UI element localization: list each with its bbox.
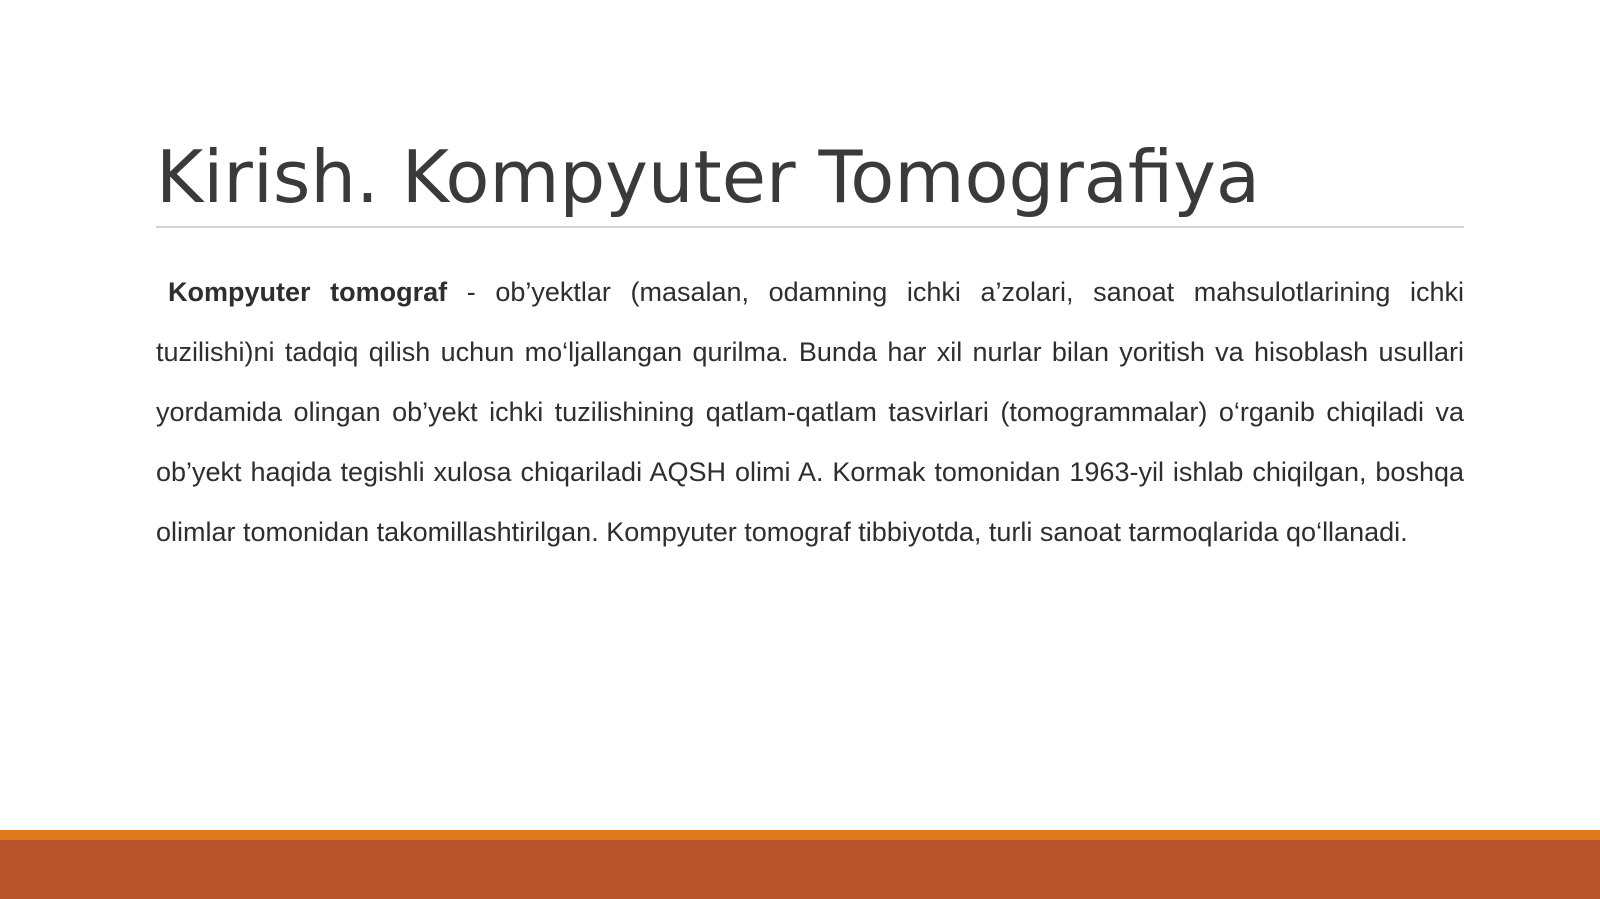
footer-bar [0,830,1600,899]
slide-title: Kirish. Kompyuter Tomografiya [156,135,1261,219]
slide-body-paragraph [156,262,1464,562]
title-divider [156,226,1464,228]
definition-text: - ob’yektlar (masalan, odamning ichki a’zolari, sanoat mahsulotlarining ichki tuzilishi)ni tadqiq qilish uchun mo‘ljallangan qurilma. Bunda har xil nurlar bilan yoritish va hisoblash usullari yordamida olingan ob’yekt ichki tuzilishining qatlam-qatlam tasvirlari (tomogrammalar) o‘rganib chiqiladi va ob’yekt haqida tegishli xulosa chiqariladi AQSH olimi A. Kormak tomonidan 1963-yil ishlab chiqilgan, boshqa olimlar tomonidan takomillashtirilgan. Kompyuter tomograf tibbiyotda, turli sanoat tarmoqlarida qo‘llanadi. [156,277,1464,547]
definition-term: Kompyuter tomograf [168,277,448,307]
footer-accent-stripe [0,830,1600,840]
